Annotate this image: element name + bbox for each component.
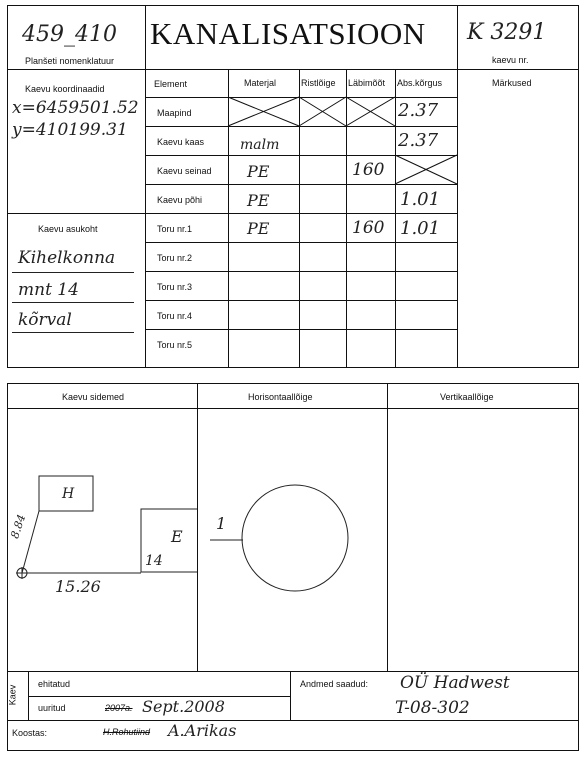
footer-top-line (7, 671, 579, 672)
table-header-material: Materjal (244, 78, 277, 88)
panel-title-horizontal: Horisontaallõige (248, 392, 313, 402)
manhole-number-value: K 3291 (467, 20, 547, 45)
compiled-by-label: Koostas: (12, 728, 48, 738)
tie-diagonal-label: 8.84 (8, 512, 29, 541)
table-header-cross-section: Ristlõige (301, 78, 336, 88)
table-header-element: Element (154, 79, 188, 89)
tie-distance-b: 14 (145, 553, 163, 569)
footer-center-divider (290, 671, 291, 720)
coordinates-label: Kaevu koordinaadid (25, 84, 105, 94)
footer-kaev-divider (28, 671, 29, 720)
cell-material: PE (247, 162, 270, 181)
compiled-by-struck-name: H.Rohutiind (103, 727, 151, 737)
data-from-company: OÜ Hadwest (400, 673, 510, 693)
row-label: Maapind (157, 108, 192, 118)
row-label: Toru nr.5 (157, 340, 193, 350)
nomenclature-label: Planšeti nomenklatuur (25, 56, 115, 66)
location-label: Kaevu asukoht (38, 224, 98, 234)
table-header-abs-height: Abs.kõrgus (397, 78, 443, 88)
location-line-1: Kihelkonna (18, 248, 116, 268)
manhole-outline (242, 485, 348, 591)
surveyed-date: Sept.2008 (142, 697, 225, 716)
data-from-label: Andmed saadud: (300, 679, 369, 689)
cell-material: PE (247, 191, 270, 210)
row-label: Kaevu seinad (157, 166, 212, 176)
cell-material: PE (247, 219, 270, 238)
building-h-label: H (62, 486, 75, 502)
table-header-remarks: Märkused (492, 78, 532, 88)
footer-bottom-line (7, 720, 579, 721)
cell-abs-height: 2.37 (398, 100, 439, 121)
cell-abs-height: 1.01 (400, 189, 441, 210)
kaev-label: Kaev (7, 684, 18, 706)
tie-distance-a: 15.26 (55, 577, 101, 596)
location-line-3: kõrval (18, 310, 72, 330)
row-label: Kaevu kaas (157, 137, 205, 147)
location-line-2: mnt 14 (18, 280, 79, 300)
data-from-code: T-08-302 (395, 698, 470, 718)
row-label: Toru nr.4 (157, 311, 193, 321)
row-label: Toru nr.1 (157, 224, 193, 234)
compiled-by-name: A.Arikas (168, 721, 237, 740)
cell-material: malm (240, 137, 280, 153)
surveyed-label: uuritud (38, 703, 66, 713)
row-label: Toru nr.3 (157, 282, 193, 292)
row-label: Toru nr.2 (157, 253, 193, 263)
panel-title-ties: Kaevu sidemed (62, 392, 125, 402)
cell-diameter: 160 (352, 160, 385, 180)
page-title: KANALISATSIOON (150, 16, 426, 51)
cell-diameter: 160 (352, 218, 385, 238)
built-label: ehitatud (38, 679, 71, 689)
manhole-number-label: kaevu nr. (492, 55, 529, 65)
row-label: Kaevu põhi (157, 195, 203, 205)
nomenclature-value: 459_410 (22, 22, 117, 47)
panel-title-vertical: Vertikaallõige (440, 392, 494, 402)
cell-abs-height: 1.01 (400, 218, 441, 239)
coordinate-y: y=410199.31 (12, 120, 128, 140)
building-e-label: E (171, 527, 183, 546)
cell-abs-height: 2.37 (398, 130, 439, 151)
pipe-number: 1 (216, 514, 227, 533)
surveyed-struck-date: 2007a. (105, 703, 133, 713)
table-header-diameter: Läbimõõt (348, 78, 386, 88)
coordinate-x: x=6459501.52 (12, 98, 139, 118)
